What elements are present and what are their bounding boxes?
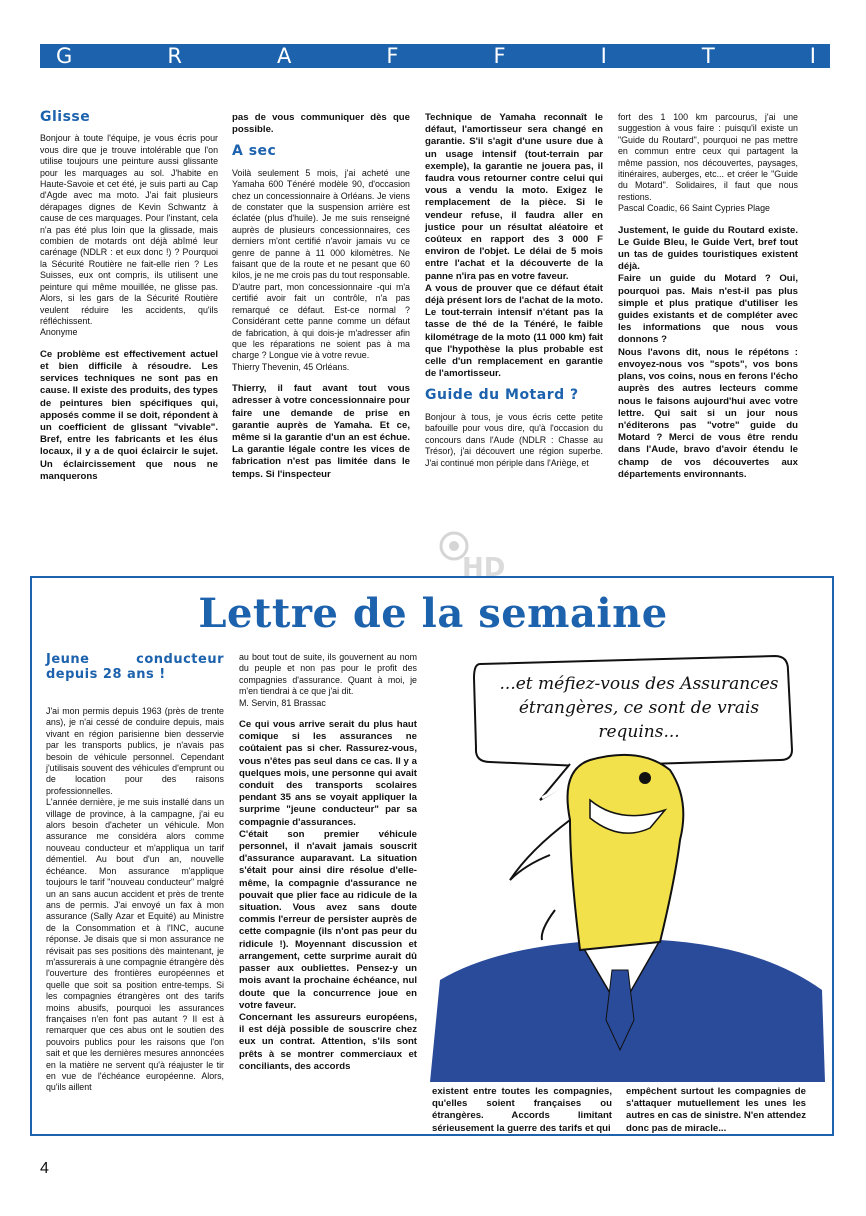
asec-reply: Thierry, il faut avant tout vous adresser à votre concessionnaire pour faire une demande de prise en garantie auprès de Yamaha. Et ce, même si la garantie d'un an est échue. La garantie légale contre les vices de fabrication n'est pas limitée dans le temps. Si l'inspecteur [232, 383, 410, 480]
column-3 [425, 112, 603, 469]
guide-body-cont: fort des 1 100 km parcourus, j'ai une suggestion à vous faire : puisqu'il existe un "Guide du Routard", pourquoi ne pas mettre en commun entre ceux qui partagent la même passion, nos découvertes, paysages, itinéraires, auberges, etc... et créer le "Guide du Motard". Solidaires, il faut que nous restions. [618, 112, 798, 202]
watermark-text: HD [462, 553, 506, 580]
letter-of-week-heading: Lettre de la semaine [198, 590, 668, 637]
banner-letter: F [493, 44, 508, 68]
guide-reply-3: Nous l'avons dit, nous le répétons : envoyez-nous vos "spots", vos bons plans, vos coins, nous en ferons l'écho auprès des autres lecteurs comme nous le faisons aujourd'hui avec votre lettre. Qui sait si un jour nous n'éditerons pas "votre" guide du Motard ? Merci de vous être rendu dans l'Aude, bravo d'avoir étendu le champ de vos découvertes aux départements environnants. [618, 346, 798, 480]
letter-column-3 [432, 1086, 612, 1135]
page-number: 4 [40, 1160, 49, 1177]
banner-letter: I [600, 44, 609, 68]
banner-letter: A [276, 44, 294, 68]
column-2 [232, 112, 410, 481]
column-4 [618, 112, 798, 481]
glisse-reply: Ce problème est effectivement actuel et bien difficile à résoudre. Les services techniques ne sont pas en cause. Il existe des produits, des types de peintures bien spécifiques qui, apposés comme il se doit, répondent à un coefficient de glissant "vivable". Bref, entre les fabricants et les élus locaux, il y a de quoi éclaircir le sujet. Un éclaircissement que nous ne manquerons [40, 348, 218, 482]
glisse-reply-cont: pas de vous communiquer dès que possible. [232, 112, 410, 136]
asec-body: Voilà seulement 5 mois, j'ai acheté une Yamaha 600 Ténéré modèle 90, d'occasion chez un concessionnaire à Orléans. Je viens de constater que la suspension arrière est éclatée (plus d'huile). Je me suis renseigné auprès de plusieurs concessionnaires, ces derniers m'ont certifié n'avoir jamais vu ce genre de panne à 11 000 kilomètres. Ne faisant que de la route et ne pesant que 60 kilos, je ne me crois pas du tout responsable. D'autre part, mon concessionnaire -qui m'a certifié avoir fait un contrôle, n'a pas remarqué ce défaut. Est-ce normal ? Considérant cette panne comme un défaut de fabrication, à qui dois-je m'adresser afin que les réparations ne soient pas à ma charge ? Longue vie à votre revue. [232, 167, 410, 361]
asec-reply-cont2: A vous de prouver que ce défaut était déjà présent lors de l'achat de la moto. Le tout-terrain intensif n'étant pas la tasse de thé de la Ténéré, le faible kilométrage de la moto (11 000 km) fait que l'hypothèse la plus probable est celle d'un remplacement en garantie de l'amortisseur. [425, 282, 603, 380]
letter-reply-2: C'était son premier véhicule personnel, il n'avait jamais souscrit d'assurance auparavant. La situation s'était pour ainsi dire résolue d'elle-même, la compagnie d'assurance ne pouvait que plier face au ridicule de la situation. Vous avez sans doute commis l'erreur de persister auprès de cette compagnie (ils n'ont pas peur du ridicule !). Moyennant discussion et arrangement, cette surprime aurait dû passer aux oubliettes. Pensez-y un mois avant la prochaine échéance, nul doute que la concurrence joue en votre faveur. [239, 828, 417, 1011]
watermark-logo [432, 528, 512, 580]
asec-signature: Thierry Thevenin, 45 Orléans. [232, 361, 350, 372]
banner-letter: I [809, 44, 818, 68]
banner-letter: R [167, 44, 184, 68]
guide-title: Guide du Motard ? [425, 387, 579, 404]
letter-body-3: au bout tout de suite, ils gouvernent au nom du peuple et non pas pour le profit des compagnies d'assurance. Quant à moi, je m'en tiendrai à ce que j'ai dit. [239, 652, 417, 697]
guide-signature: Pascal Coadic, 66 Saint Cypries Plage [618, 203, 770, 214]
letter-signature: M. Servin, 81 Brassac [239, 697, 326, 708]
letter-body-2: L'année dernière, je me suis installé dans un village de province, à la campagne, j'ai eu alors besoin d'acheter un véhicule. Mon assurance me considéra alors comme nouveau conducteur et m'appliqua un tarif démentiel. Au bout d'un an, nouvelle échéance. Mon assurance m'applique toujours le tarif "nouveau conducteur" malgré un an sans aucun accident et près de trente ans de permis. J'ai envoyé un fax à mon assurance (Sally Azar et Equité) au Ministre de la Consommation et à l'INC, aucune réponse. Je disais que si mon assurance ne révisait pas ses positions dès maintenant, je m'assurerais à une compagnie étrangère dès l'ouverture des frontières européennes et quelle que soit sa position entre-temps. Si les compagnies étrangères ont des tarifs moins abusifs, pourquoi les assurances françaises n'en font pas autant ? Il est à remarquer que ces abus ont le soutien des pouvoirs publics pour les raisons que l'on sait et que les dernières mesures annoncées en la matière ne servent qu'à réajuster le tir en vue de l'échéance européenne. Alors, qu'ils aillent [46, 797, 224, 1093]
letter-column-2 [239, 652, 417, 1073]
letter-column-4 [626, 1086, 806, 1135]
banner-letter: F [386, 44, 401, 68]
letter-reply-5: empêchent surtout les compagnies de s'attaquer mutuellement les unes les autres en cas de sinistre. N'en attendez donc pas de miracle... [626, 1086, 806, 1134]
letter-reply-1: Ce qui vous arrive serait du plus haut comique si les assurances ne coûtaient pas si cher. Rassurez-vous, vous n'êtes pas seul dans ce cas. Il y a quelques mois, une personne qui avait conduit des transports scolaires pendant 35 ans se voyait appliquer la surprime "jeune conducteur" par sa compagnie d'assurances. [239, 719, 417, 828]
letter-title: Jeune conducteur depuis 28 ans ! [46, 652, 224, 682]
letter-body-1: J'ai mon permis depuis 1963 (près de trente ans), je n'ai cessé de conduire depuis, mais vivant en région parisienne bien desservie par les transports publics, je n'avais pas besoin de véhicule personnel. Cependant j'utilisais souvent des véhicules d'emprunt ou de location pour des raisons professionnelles. [46, 706, 224, 796]
banner-letter: T [701, 44, 717, 68]
section-banner [40, 44, 830, 68]
shark-cartoon-illustration [430, 650, 825, 1082]
column-1 [40, 109, 218, 483]
banner-letter: G [56, 44, 75, 68]
letter-reply-3: Concernant les assureurs européens, il est déjà possible de souscrire chez eux un contrat. Attention, s'ils sont prêts à se montrer commerciaux et conciliants, des accords [239, 1011, 417, 1072]
asec-title: A sec [232, 143, 277, 160]
guide-body: Bonjour à tous, je vous écris cette petite bafouille pour vous dire, qu'à l'occasion du concours dans l'Aude (NDLR : Chasse au Trésor), j'ai découvert une région superbe. J'ai continué mon périple dans l'Ariège, et [425, 411, 603, 468]
glisse-signature: Anonyme [40, 327, 78, 338]
glisse-title: Glisse [40, 109, 91, 125]
guide-reply: Justement, le guide du Routard existe. Le Guide Bleu, le Guide Vert, bref tout un tas de guides touristiques existent déjà. [618, 224, 798, 273]
letter-reply-4: existent entre toutes les compagnies, qu'elles soient françaises ou étrangères. Accords limitant sérieusement la guerre des tarifs et qui [432, 1086, 612, 1134]
guide-reply-2: Faire un guide du Motard ? Oui, pourquoi pas. Mais n'est-il pas plus simple et plus pratique d'utiliser les guides existants et de compléter avec les informations que nous vous donnons ? [618, 273, 798, 346]
asec-reply-cont: Technique de Yamaha reconnaît le défaut, l'amortisseur sera changé en garantie. S'il s'agit d'une usure due à un usage intensif (tout-terrain par exemple), la garantie ne jouera pas, il faudra vous retourner contre celui qui vous a vendu la moto. Exigez le remplacement de la pièce. Si le vendeur refuse, il faudra aller en justice pour un résultat aléatoire et coûteux en rapport des 3 000 F environ de l'objet. Le délai de 5 mois entre l'achat et la découverte de la panne n'ira pas en votre faveur. [425, 112, 603, 282]
glisse-body: Bonjour à toute l'équipe, je vous écris pour vous dire que je trouve intolérable que l'on utilise toujours une peinture aussi glissante pour les marquages au sol. J'habite en Haute-Savoie et cet été, je suis parti au Cap d'Agde avec ma moto. J'ai fait plusieurs dérapages dignes de Kevin Schwantz à cause de ces marquages. Pour l'instant, cela n'a pas été plus loin que la glissade, mais combien de motards ont déjà abîmé leur carénage (NDLR : et eux donc !) ? Pourquoi la Sécurité Routière ne fait-elle rien ? Les Suisses, eux ont compris, ils utilisent une peinture qui même mouillée, ne glisse pas. Alors, si les gars de la Sécurité Routière veulent réduire les accidents, qu'ils réfléchissent. [40, 133, 218, 326]
speech-bubble-text: ...et méfiez-vous des Assurances étrangères, ce sont de vrais requins... [499, 674, 779, 742]
letter-column-1 [46, 652, 224, 1094]
